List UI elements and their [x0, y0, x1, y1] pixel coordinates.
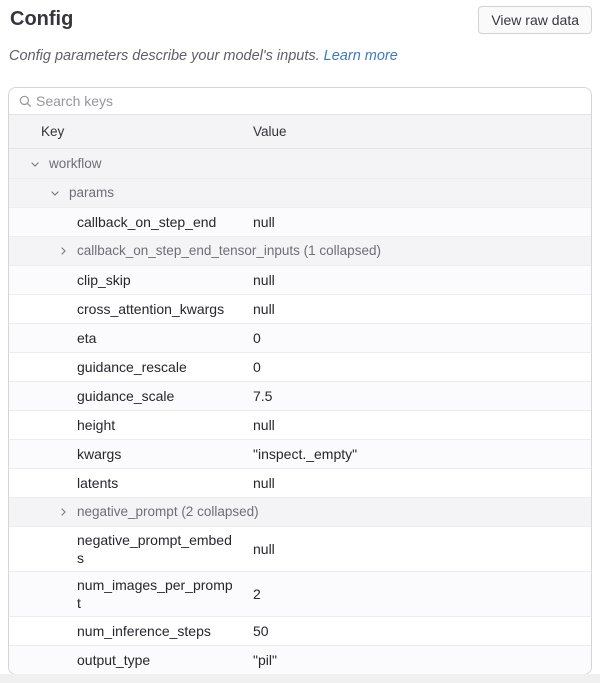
row-key: kwargs	[77, 446, 122, 462]
row-key: params	[69, 185, 115, 200]
key-cell	[9, 267, 253, 293]
row-value: 7.5	[253, 388, 273, 404]
key-cell	[9, 354, 253, 380]
row-key: output_type	[77, 652, 151, 668]
row-value: null	[253, 301, 275, 317]
search-input[interactable]	[36, 88, 581, 114]
chevron-right-icon[interactable]	[57, 506, 77, 518]
key-cell	[9, 470, 253, 496]
key-cell	[9, 441, 253, 467]
key-cell	[9, 527, 253, 571]
table-row[interactable]	[9, 497, 591, 526]
table-row	[9, 207, 591, 236]
column-header-value: Value	[253, 124, 287, 139]
table-row	[9, 294, 591, 323]
key-cell	[9, 618, 253, 644]
row-value: "pil"	[253, 652, 277, 668]
table-row	[9, 439, 591, 468]
learn-more-link[interactable]: Learn more	[323, 48, 398, 64]
key-cell	[9, 151, 253, 177]
row-key: num_images_per_prompt	[77, 577, 233, 611]
row-value: "inspect._empty"	[253, 446, 358, 462]
key-cell	[9, 180, 253, 206]
chevron-down-icon[interactable]	[29, 158, 49, 170]
row-key: num_inference_steps	[77, 623, 211, 639]
search-icon	[19, 95, 32, 108]
config-table-panel	[8, 87, 592, 675]
row-key: workflow	[49, 155, 102, 171]
row-key: negative_prompt (2 collapsed)	[77, 504, 259, 519]
table-body	[9, 149, 591, 674]
search-bar	[9, 88, 591, 115]
table-row	[9, 323, 591, 352]
chevron-down-icon[interactable]	[49, 187, 69, 199]
row-key: height	[77, 417, 116, 433]
table-header	[9, 115, 591, 149]
row-key: callback_on_step_end_tensor_inputs (1 collapsed)	[77, 243, 381, 258]
row-key: latents	[77, 475, 119, 491]
table-row	[9, 381, 591, 410]
description-text: Config parameters describe your model's inputs.	[9, 48, 320, 64]
key-cell	[9, 296, 253, 322]
page-background-strip	[0, 674, 600, 683]
table-row[interactable]	[9, 236, 591, 265]
table-row[interactable]	[9, 178, 591, 207]
row-value: null	[253, 541, 275, 557]
row-value: null	[253, 272, 275, 288]
row-key: callback_on_step_end	[77, 214, 217, 230]
key-cell	[9, 238, 381, 264]
key-cell	[9, 499, 259, 525]
table-row	[9, 352, 591, 381]
row-value: 0	[253, 359, 261, 375]
key-cell	[9, 325, 253, 351]
key-cell	[9, 412, 253, 438]
row-value: null	[253, 214, 275, 230]
table-row	[9, 645, 591, 674]
key-cell	[9, 647, 253, 673]
column-header-key: Key	[41, 124, 65, 139]
row-value: null	[253, 417, 275, 433]
view-raw-data-button[interactable]: View raw data	[478, 6, 592, 34]
key-cell	[9, 383, 253, 409]
chevron-right-icon[interactable]	[57, 245, 77, 257]
config-description	[0, 34, 600, 66]
table-row	[9, 468, 591, 497]
row-key: cross_attention_kwargs	[77, 301, 225, 317]
table-row	[9, 616, 591, 645]
row-value: 2	[253, 586, 261, 602]
key-cell	[9, 572, 253, 616]
key-cell	[9, 209, 253, 235]
table-row	[9, 526, 591, 571]
page-title: Config	[10, 8, 74, 30]
row-value: null	[253, 475, 275, 491]
row-value: 0	[253, 330, 261, 346]
row-key: guidance_scale	[77, 388, 175, 404]
table-row	[9, 571, 591, 616]
table-row[interactable]	[9, 149, 591, 178]
row-key: clip_skip	[77, 272, 131, 288]
row-key: guidance_rescale	[77, 359, 187, 375]
table-row	[9, 265, 591, 294]
row-key: negative_prompt_embeds	[77, 532, 232, 566]
title-bar	[0, 0, 600, 34]
table-row	[9, 410, 591, 439]
row-value: 50	[253, 623, 269, 639]
row-key: eta	[77, 330, 97, 346]
